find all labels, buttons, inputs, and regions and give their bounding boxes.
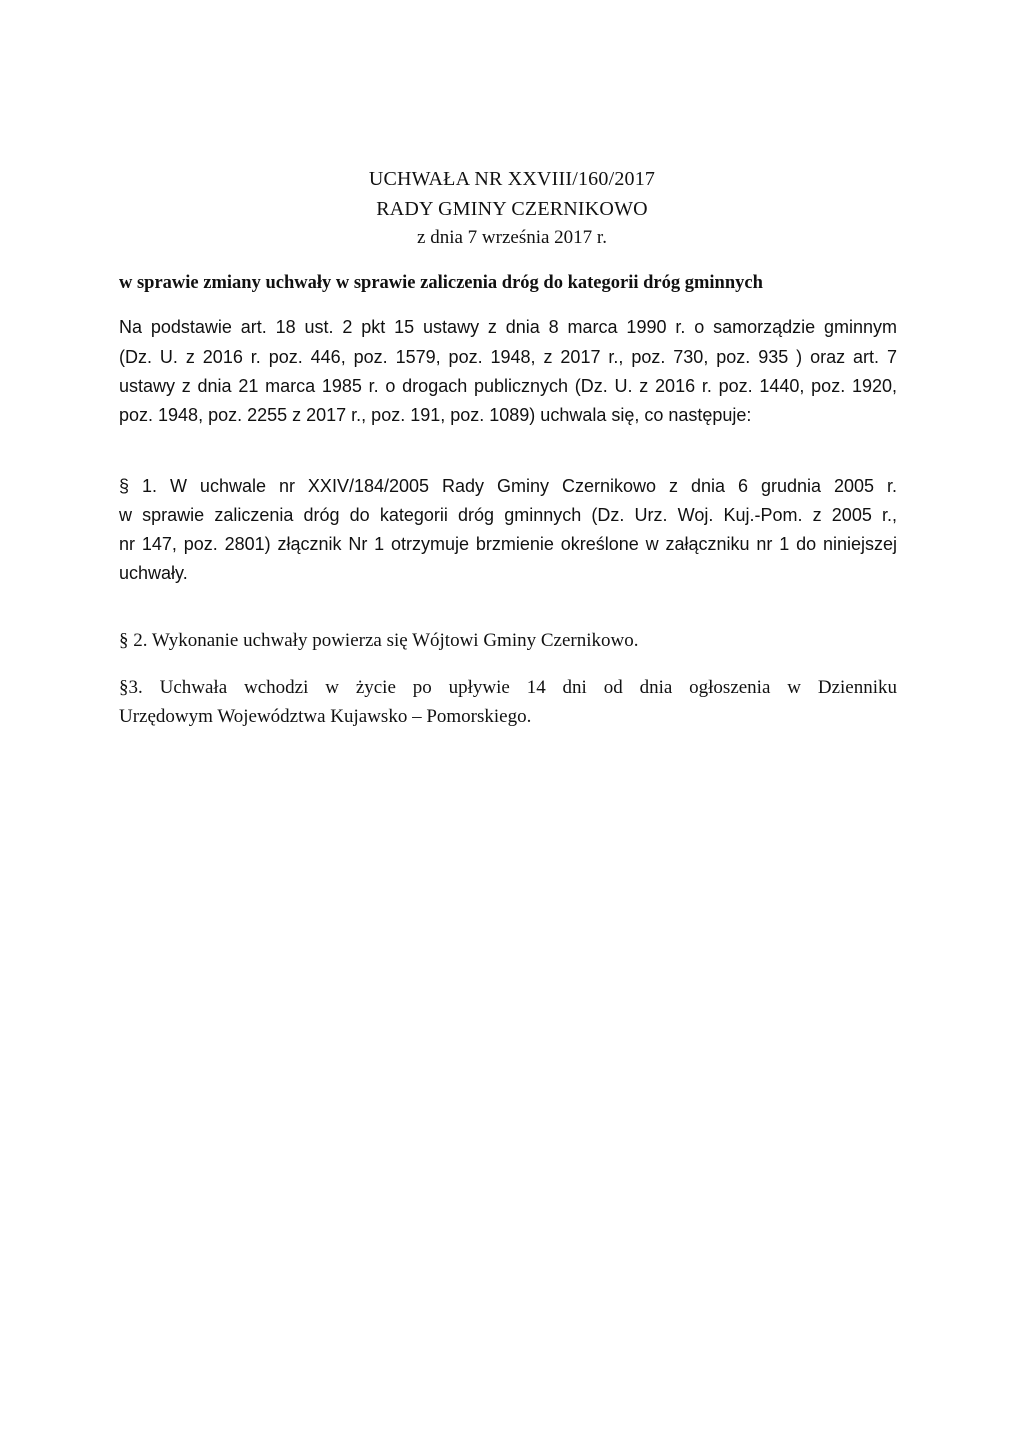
section-1-line: § 1. W uchwale nr XXIV/184/2005 Rady Gminy Czernikowo z dnia 6 grudnia 2005 r. [119, 476, 897, 496]
resolution-date: z dnia 7 września 2017 r. [417, 227, 607, 248]
resolution-subject: w sprawie zmiany uchwały w sprawie zaliczenia dróg do kategorii dróg gminnych [119, 273, 763, 293]
preamble-line: ustawy z dnia 21 marca 1985 r. o drogach publicznych (Dz. U. z 2016 r. poz. 1440, poz. 1920, [119, 376, 897, 396]
resolution-title: UCHWAŁA NR XXVIII/160/2017 [368, 168, 656, 190]
preamble-line: Na podstawie art. 18 ust. 2 pkt 15 ustawy z dnia 8 marca 1990 r. o samorządzie gminnym [119, 317, 897, 337]
council-name: RADY GMINY CZERNIKOWO [376, 198, 648, 220]
section-3-line: Urzędowym Województwa Kujawsko – Pomorskiego. [119, 706, 532, 727]
preamble-line: (Dz. U. z 2016 r. poz. 446, poz. 1579, poz. 1948, z 2017 r., poz. 730, poz. 935 ) oraz art. 7 [119, 347, 897, 367]
section-2-line: § 2. Wykonanie uchwały powierza się Wójtowi Gminy Czernikowo. [119, 630, 639, 651]
section-1-line: w sprawie zaliczenia dróg do kategorii dróg gminnych (Dz. Urz. Woj. Kuj.-Pom. z 2005 r., [119, 505, 897, 525]
section-1-line: uchwały. [119, 563, 188, 583]
section-1-line: nr 147, poz. 2801) złącznik Nr 1 otrzymuje brzmienie określone w załączniku nr 1 do niniejszej [119, 534, 897, 554]
section-3-line: §3. Uchwała wchodzi w życie po upływie 14 dni od dnia ogłoszenia w Dzienniku [119, 677, 897, 698]
preamble-line: poz. 1948, poz. 2255 z 2017 r., poz. 191, poz. 1089) uchwala się, co następuje: [119, 405, 752, 425]
